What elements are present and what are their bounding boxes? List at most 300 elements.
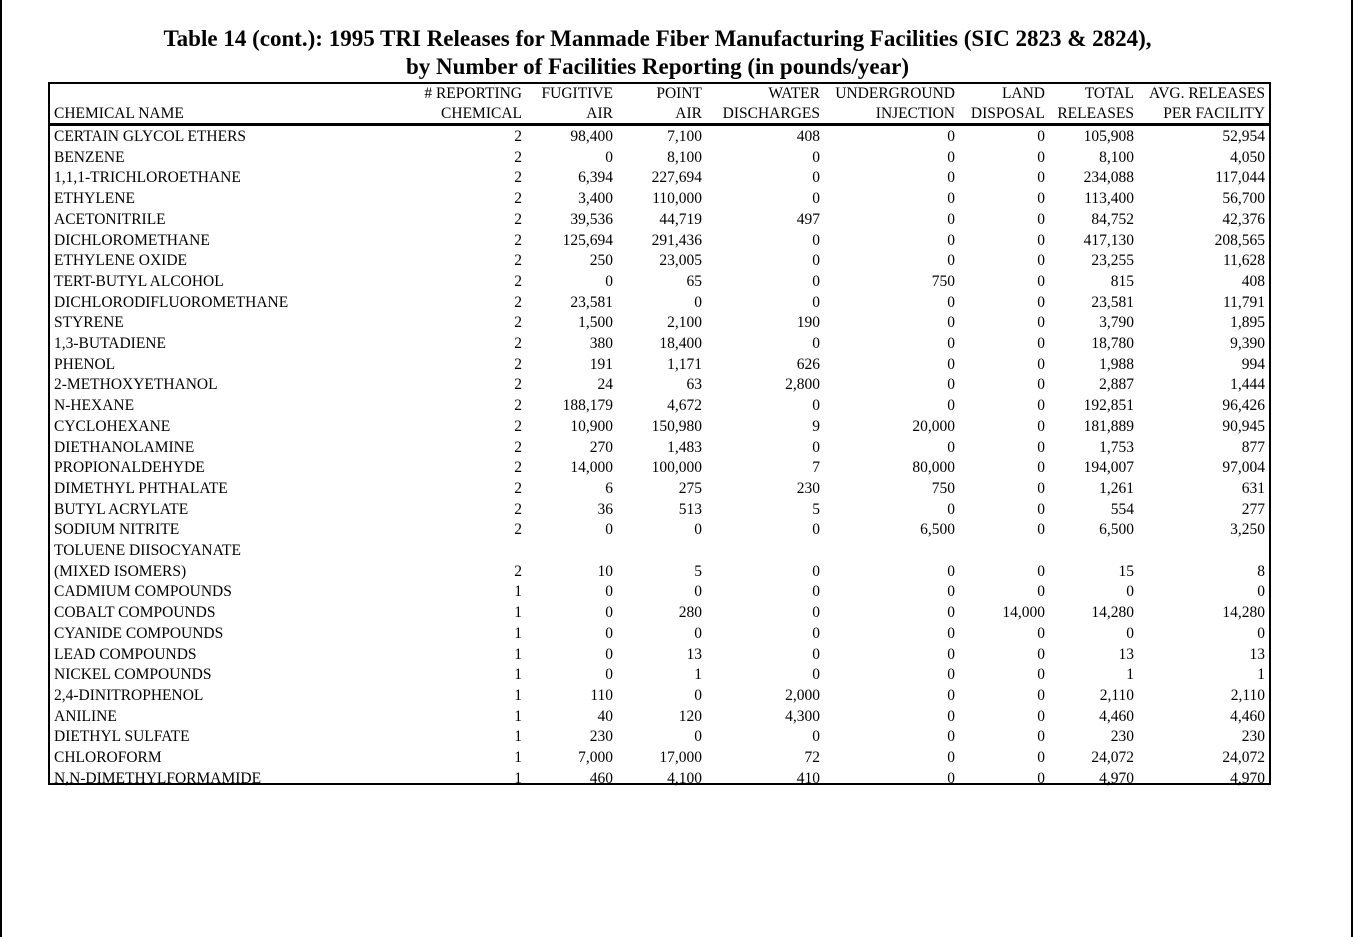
cell-total-releases: 3,790: [1099, 314, 1134, 332]
cell-underground-injection: 20,000: [912, 417, 955, 435]
cell-avg-releases-per-facility: 0: [1257, 624, 1265, 642]
cell-point-air: 7,100: [667, 128, 702, 145]
cell-reporting-chemical: 2: [514, 148, 522, 166]
cell-avg-releases-per-facility: 13: [1249, 645, 1265, 663]
cell-chemical-name: (MIXED ISOMERS): [54, 562, 187, 580]
cell-total-releases: 1,988: [1099, 355, 1134, 373]
cell-chemical-name: DIETHANOLAMINE: [54, 438, 195, 456]
cell-chemical-name: STYRENE: [54, 314, 124, 332]
cell-avg-releases-per-facility: 42,376: [1222, 210, 1265, 228]
cell-land-disposal: 0: [1037, 293, 1045, 311]
cell-land-disposal: 0: [1037, 190, 1045, 208]
cell-total-releases: 181,889: [1083, 417, 1134, 435]
cell-reporting-chemical: 2: [514, 355, 522, 373]
cell-chemical-name: LEAD COMPOUNDS: [54, 645, 197, 663]
cell-avg-releases-per-facility: 1,444: [1230, 376, 1265, 394]
header-fugitive-air: AIR: [522, 103, 613, 125]
cell-reporting-chemical: 2: [514, 252, 522, 270]
cell-fugitive-air: 23,581: [570, 293, 613, 311]
cell-point-air: 2,100: [667, 314, 702, 332]
cell-fugitive-air: 460: [589, 769, 613, 787]
cell-chemical-name: ETHYLENE: [54, 190, 135, 208]
cell-total-releases: 18,780: [1091, 335, 1134, 353]
table-row: [50, 438, 1269, 459]
cell-point-air: 0: [694, 583, 702, 601]
cell-chemical-name: PHENOL: [54, 355, 116, 373]
cell-underground-injection: 0: [947, 666, 955, 684]
cell-chemical-name: 2-METHOXYETHANOL: [54, 376, 218, 394]
cell-point-air: 513: [678, 500, 702, 518]
cell-chemical-name: TOLUENE DIISOCYANATE: [54, 542, 241, 560]
cell-point-air: 110,000: [652, 190, 702, 208]
releases-table: [50, 84, 1269, 790]
cell-water-discharges: 0: [812, 645, 820, 663]
cell-avg-releases-per-facility: [1134, 541, 1269, 562]
header-underground-injection: INJECTION: [820, 103, 955, 125]
cell-underground-injection: 750: [931, 479, 955, 497]
cell-water-discharges: 0: [812, 293, 820, 311]
table-row: [50, 686, 1269, 707]
cell-total-releases: 1: [1126, 666, 1134, 684]
cell-underground-injection: 0: [947, 376, 955, 394]
cell-land-disposal: 0: [1037, 148, 1045, 166]
header-water-discharges: WATER: [768, 85, 820, 102]
cell-land-disposal: 0: [1037, 728, 1045, 746]
cell-total-releases: 15: [1118, 562, 1134, 580]
cell-underground-injection: 0: [947, 397, 955, 415]
cell-reporting-chemical: 2: [514, 314, 522, 332]
table-row: [50, 148, 1269, 169]
cell-land-disposal: 0: [1037, 479, 1045, 497]
cell-fugitive-air: 14,000: [570, 459, 613, 477]
table-row: [50, 727, 1269, 748]
table-row: [50, 707, 1269, 728]
header-row-2: [50, 103, 1269, 125]
cell-fugitive-air: 270: [589, 438, 613, 456]
cell-water-discharges: 0: [812, 231, 820, 249]
cell-reporting-chemical: 1: [514, 645, 522, 663]
cell-underground-injection: 0: [947, 293, 955, 311]
cell-underground-injection: 0: [947, 645, 955, 663]
cell-chemical-name: BENZENE: [54, 148, 125, 166]
table-row: [50, 231, 1269, 252]
cell-fugitive-air: 36: [597, 500, 613, 518]
table-row: [50, 251, 1269, 272]
cell-point-air: 1,483: [667, 438, 702, 456]
cell-point-air: 65: [686, 272, 702, 290]
cell-point-air: 63: [686, 376, 702, 394]
cell-water-discharges: 4,300: [785, 707, 820, 725]
cell-water-discharges: 0: [812, 521, 820, 539]
cell-point-air: 5: [694, 562, 702, 580]
cell-underground-injection: 0: [947, 707, 955, 725]
cell-avg-releases-per-facility: 9,390: [1230, 335, 1265, 353]
cell-water-discharges: 190: [796, 314, 820, 332]
cell-water-discharges: 0: [812, 583, 820, 601]
cell-reporting-chemical: 1: [514, 604, 522, 622]
header-underground-injection: UNDERGROUND: [835, 85, 955, 102]
cell-total-releases: 417,130: [1083, 231, 1134, 249]
cell-point-air: 1,171: [667, 355, 702, 373]
cell-point-air: 4,100: [667, 769, 702, 787]
cell-land-disposal: 0: [1037, 417, 1045, 435]
cell-avg-releases-per-facility: 52,954: [1222, 128, 1265, 145]
cell-fugitive-air: 230: [589, 728, 613, 746]
cell-fugitive-air: 98,400: [570, 128, 613, 145]
cell-point-air: 227,694: [651, 169, 702, 187]
cell-water-discharges: 72: [804, 749, 820, 767]
cell-underground-injection: 6,500: [920, 521, 955, 539]
cell-water-discharges: [702, 541, 820, 562]
cell-total-releases: 815: [1110, 272, 1134, 290]
table-row: [50, 665, 1269, 686]
cell-water-discharges: 0: [812, 252, 820, 270]
cell-total-releases: 84,752: [1091, 210, 1134, 228]
cell-total-releases: 13: [1118, 645, 1134, 663]
cell-land-disposal: 0: [1037, 686, 1045, 704]
cell-land-disposal: 0: [1037, 624, 1045, 642]
cell-underground-injection: 0: [947, 624, 955, 642]
table-row: [50, 541, 1269, 562]
table-title: Table 14 (cont.): 1995 TRI Releases for Manmade Fiber Manufacturing Facilities (SIC 2823 & 2824),: [163, 26, 1152, 51]
cell-point-air: 8,100: [667, 148, 702, 166]
cell-chemical-name: ETHYLENE OXIDE: [54, 252, 188, 270]
cell-land-disposal: 0: [1037, 272, 1045, 290]
table-row: [50, 603, 1269, 624]
cell-water-discharges: 2,000: [785, 686, 820, 704]
cell-land-disposal: 0: [1037, 521, 1045, 539]
cell-land-disposal: 0: [1037, 769, 1045, 787]
cell-land-disposal: 0: [1037, 231, 1045, 249]
cell-total-releases: 24,072: [1091, 749, 1134, 767]
cell-fugitive-air: 10: [597, 562, 613, 580]
cell-fugitive-air: 250: [589, 252, 613, 270]
cell-land-disposal: [955, 541, 1045, 562]
cell-total-releases: 2,887: [1099, 376, 1134, 394]
cell-point-air: 18,400: [659, 335, 702, 353]
cell-fugitive-air: 6,394: [578, 169, 613, 187]
cell-fugitive-air: 0: [605, 666, 613, 684]
cell-reporting-chemical: 2: [514, 500, 522, 518]
cell-underground-injection: 0: [947, 190, 955, 208]
cell-point-air: 0: [694, 686, 702, 704]
cell-fugitive-air: 188,179: [562, 397, 613, 415]
cell-total-releases: 4,970: [1099, 769, 1134, 787]
cell-avg-releases-per-facility: 994: [1241, 355, 1265, 373]
header-total-releases: TOTAL: [1084, 85, 1134, 102]
cell-total-releases: 14,280: [1091, 604, 1134, 622]
table-row: [50, 313, 1269, 334]
table-row: [50, 210, 1269, 231]
table-row: [50, 458, 1269, 479]
cell-total-releases: 234,088: [1083, 169, 1134, 187]
cell-fugitive-air: 0: [605, 604, 613, 622]
cell-avg-releases-per-facility: 208,565: [1214, 231, 1265, 249]
cell-chemical-name: 2,4-DINITROPHENOL: [54, 686, 204, 704]
cell-reporting-chemical: 2: [514, 479, 522, 497]
cell-underground-injection: 0: [947, 128, 955, 145]
cell-fugitive-air: 380: [589, 335, 613, 353]
cell-underground-injection: 0: [947, 438, 955, 456]
cell-avg-releases-per-facility: 117,044: [1215, 169, 1265, 187]
cell-total-releases: 8,100: [1099, 148, 1134, 166]
table-row: [50, 582, 1269, 603]
cell-fugitive-air: 0: [605, 521, 613, 539]
header-land-disposal: DISPOSAL: [955, 103, 1045, 125]
cell-underground-injection: 0: [947, 252, 955, 270]
cell-reporting-chemical: 1: [514, 707, 522, 725]
header-fugitive-air: FUGITIVE: [541, 85, 613, 102]
cell-point-air: [613, 541, 702, 562]
header-row-1: [50, 84, 1269, 103]
cell-underground-injection: 0: [947, 749, 955, 767]
cell-land-disposal: 0: [1037, 252, 1045, 270]
cell-underground-injection: 0: [947, 500, 955, 518]
cell-point-air: 0: [694, 624, 702, 642]
table-row: [50, 417, 1269, 438]
cell-point-air: 291,436: [651, 231, 702, 249]
cell-water-discharges: 0: [812, 666, 820, 684]
cell-chemical-name: 1,3-BUTADIENE: [54, 335, 166, 353]
cell-chemical-name: DICHLORODIFLUOROMETHANE: [54, 293, 289, 311]
cell-water-discharges: 0: [812, 604, 820, 622]
cell-avg-releases-per-facility: 3,250: [1230, 521, 1265, 539]
cell-total-releases: 1,753: [1099, 438, 1134, 456]
cell-fugitive-air: 24: [597, 376, 613, 394]
cell-chemical-name: DIMETHYL PHTHALATE: [54, 479, 228, 497]
cell-avg-releases-per-facility: 24,072: [1222, 749, 1265, 767]
cell-chemical-name: COBALT COMPOUNDS: [54, 604, 216, 622]
cell-avg-releases-per-facility: 11,791: [1222, 293, 1265, 311]
cell-reporting-chemical: 2: [514, 397, 522, 415]
cell-land-disposal: 0: [1037, 666, 1045, 684]
cell-underground-injection: 0: [947, 314, 955, 332]
cell-point-air: 0: [694, 521, 702, 539]
table-row: [50, 272, 1269, 293]
cell-water-discharges: 497: [796, 210, 820, 228]
cell-reporting-chemical: 1: [514, 624, 522, 642]
cell-reporting-chemical: 2: [514, 128, 522, 145]
cell-fugitive-air: 0: [605, 645, 613, 663]
cell-fugitive-air: [522, 541, 613, 562]
cell-avg-releases-per-facility: 4,050: [1230, 148, 1265, 166]
table-row: [50, 520, 1269, 541]
cell-total-releases: 2,110: [1099, 686, 1134, 704]
cell-land-disposal: 0: [1037, 355, 1045, 373]
cell-fugitive-air: 0: [605, 583, 613, 601]
cell-chemical-name: CADMIUM COMPOUNDS: [54, 583, 232, 601]
cell-reporting-chemical: 2: [514, 272, 522, 290]
cell-underground-injection: 0: [947, 335, 955, 353]
cell-point-air: 23,005: [659, 252, 702, 270]
header-reporting-chemical: # REPORTING: [424, 85, 522, 102]
cell-total-releases: 230: [1110, 728, 1134, 746]
cell-total-releases: 0: [1126, 583, 1134, 601]
header-total-releases: RELEASES: [1045, 103, 1134, 125]
header-water-discharges: DISCHARGES: [702, 103, 820, 125]
cell-underground-injection: 0: [947, 169, 955, 187]
header-point-air: AIR: [613, 103, 702, 125]
cell-land-disposal: 0: [1037, 583, 1045, 601]
cell-avg-releases-per-facility: 408: [1241, 272, 1265, 290]
cell-land-disposal: 0: [1037, 438, 1045, 456]
cell-reporting-chemical: 2: [514, 459, 522, 477]
cell-land-disposal: 0: [1037, 645, 1045, 663]
header-avg-releases-per-facility: PER FACILITY: [1134, 103, 1269, 125]
cell-point-air: 4,672: [667, 397, 702, 415]
cell-chemical-name: PROPIONALDEHYDE: [54, 459, 205, 477]
cell-underground-injection: 0: [947, 231, 955, 249]
cell-fugitive-air: 0: [605, 624, 613, 642]
cell-fugitive-air: 7,000: [578, 749, 613, 767]
cell-reporting-chemical: 1: [514, 769, 522, 787]
cell-fugitive-air: 39,536: [570, 210, 613, 228]
cell-avg-releases-per-facility: 4,460: [1230, 707, 1265, 725]
cell-water-discharges: 9: [812, 417, 820, 435]
table-row: [50, 769, 1269, 790]
cell-avg-releases-per-facility: 8: [1257, 562, 1265, 580]
table-row: [50, 375, 1269, 396]
cell-underground-injection: 0: [947, 604, 955, 622]
cell-chemical-name: DIETHYL SULFATE: [54, 728, 190, 746]
cell-land-disposal: 0: [1037, 707, 1045, 725]
cell-point-air: 100,000: [651, 459, 702, 477]
cell-fugitive-air: 3,400: [578, 190, 613, 208]
cell-land-disposal: 14,000: [1002, 604, 1045, 622]
cell-total-releases: 105,908: [1083, 128, 1134, 145]
cell-underground-injection: 80,000: [912, 459, 955, 477]
cell-avg-releases-per-facility: 11,628: [1222, 252, 1265, 270]
cell-underground-injection: 0: [947, 769, 955, 787]
cell-chemical-name: BUTYL ACRYLATE: [54, 500, 189, 518]
header-avg-releases-per-facility: AVG. RELEASES: [1149, 85, 1265, 102]
cell-fugitive-air: 125,694: [562, 231, 613, 249]
cell-fugitive-air: 191: [589, 355, 613, 373]
cell-avg-releases-per-facility: 2,110: [1230, 686, 1265, 704]
cell-total-releases: 192,851: [1083, 397, 1134, 415]
cell-fugitive-air: 0: [605, 148, 613, 166]
cell-chemical-name: CYANIDE COMPOUNDS: [54, 624, 224, 642]
releases-table-frame: [48, 82, 1271, 785]
cell-chemical-name: ANILINE: [54, 707, 117, 725]
header-land-disposal: LAND: [1001, 85, 1045, 102]
cell-land-disposal: 0: [1037, 210, 1045, 228]
cell-reporting-chemical: 1: [514, 686, 522, 704]
cell-reporting-chemical: 2: [514, 293, 522, 311]
cell-total-releases: [1045, 541, 1134, 562]
cell-chemical-name: ACETONITRILE: [54, 210, 166, 228]
cell-land-disposal: 0: [1037, 397, 1045, 415]
cell-reporting-chemical: 2: [514, 335, 522, 353]
cell-chemical-name: CHLOROFORM: [54, 749, 162, 767]
cell-reporting-chemical: 2: [514, 417, 522, 435]
cell-total-releases: 194,007: [1083, 459, 1134, 477]
cell-point-air: 13: [686, 645, 702, 663]
cell-fugitive-air: 1,500: [578, 314, 613, 332]
cell-underground-injection: 0: [947, 686, 955, 704]
cell-total-releases: 6,500: [1099, 521, 1134, 539]
cell-avg-releases-per-facility: 0: [1257, 583, 1265, 601]
header-point-air: POINT: [656, 85, 702, 102]
cell-water-discharges: 0: [812, 624, 820, 642]
cell-chemical-name: N,N-DIMETHYLFORMAMIDE: [54, 769, 262, 787]
cell-avg-releases-per-facility: 230: [1241, 728, 1265, 746]
cell-water-discharges: 0: [812, 562, 820, 580]
table-row: [50, 645, 1269, 666]
cell-water-discharges: 0: [812, 397, 820, 415]
cell-point-air: 44,719: [659, 210, 702, 228]
table-body: [50, 125, 1269, 790]
cell-reporting-chemical: 2: [514, 376, 522, 394]
cell-underground-injection: 0: [947, 210, 955, 228]
cell-reporting-chemical: 1: [514, 728, 522, 746]
cell-avg-releases-per-facility: 90,945: [1222, 417, 1265, 435]
cell-chemical-name: CYCLOHEXANE: [54, 417, 171, 435]
cell-reporting-chemical: 2: [514, 438, 522, 456]
cell-chemical-name: DICHLOROMETHANE: [54, 231, 210, 249]
cell-avg-releases-per-facility: 1: [1257, 666, 1265, 684]
cell-point-air: 280: [678, 604, 702, 622]
cell-avg-releases-per-facility: 14,280: [1222, 604, 1265, 622]
cell-reporting-chemical: 2: [514, 521, 522, 539]
table-row: [50, 748, 1269, 769]
cell-underground-injection: 0: [947, 148, 955, 166]
cell-water-discharges: 626: [796, 355, 820, 373]
table-row: [50, 355, 1269, 376]
cell-land-disposal: 0: [1037, 749, 1045, 767]
cell-chemical-name: 1,1,1-TRICHLOROETHANE: [54, 169, 241, 187]
cell-point-air: 17,000: [659, 749, 702, 767]
table-row: [50, 334, 1269, 355]
cell-underground-injection: [820, 541, 955, 562]
cell-land-disposal: 0: [1037, 376, 1045, 394]
cell-reporting-chemical: 2: [514, 210, 522, 228]
header-chemical-name: CHEMICAL NAME: [50, 103, 350, 125]
cell-point-air: 150,980: [651, 417, 702, 435]
table-row: [50, 500, 1269, 521]
cell-point-air: 1: [694, 666, 702, 684]
cell-avg-releases-per-facility: 631: [1241, 479, 1265, 497]
cell-avg-releases-per-facility: 4,970: [1230, 769, 1265, 787]
cell-fugitive-air: 40: [597, 707, 613, 725]
cell-land-disposal: 0: [1037, 128, 1045, 145]
header-reporting-chemical: CHEMICAL: [350, 103, 522, 125]
cell-chemical-name: CERTAIN GLYCOL ETHERS: [54, 128, 247, 145]
cell-land-disposal: 0: [1037, 562, 1045, 580]
cell-water-discharges: 0: [812, 438, 820, 456]
cell-water-discharges: 7: [812, 459, 820, 477]
cell-fugitive-air: 0: [605, 272, 613, 290]
cell-underground-injection: 750: [931, 272, 955, 290]
cell-chemical-name: SODIUM NITRITE: [54, 521, 180, 539]
cell-water-discharges: 408: [796, 128, 820, 145]
table-row: [50, 125, 1269, 148]
cell-water-discharges: 0: [812, 148, 820, 166]
cell-fugitive-air: 10,900: [570, 417, 613, 435]
cell-reporting-chemical: [350, 541, 522, 562]
cell-water-discharges: 410: [796, 769, 820, 787]
cell-reporting-chemical: 1: [514, 749, 522, 767]
table-row: [50, 396, 1269, 417]
cell-avg-releases-per-facility: 877: [1241, 438, 1265, 456]
table-row: [50, 168, 1269, 189]
cell-underground-injection: 0: [947, 728, 955, 746]
cell-total-releases: 4,460: [1099, 707, 1134, 725]
cell-total-releases: 554: [1110, 500, 1134, 518]
cell-reporting-chemical: 2: [514, 169, 522, 187]
table-row: [50, 189, 1269, 210]
cell-point-air: 120: [678, 707, 702, 725]
